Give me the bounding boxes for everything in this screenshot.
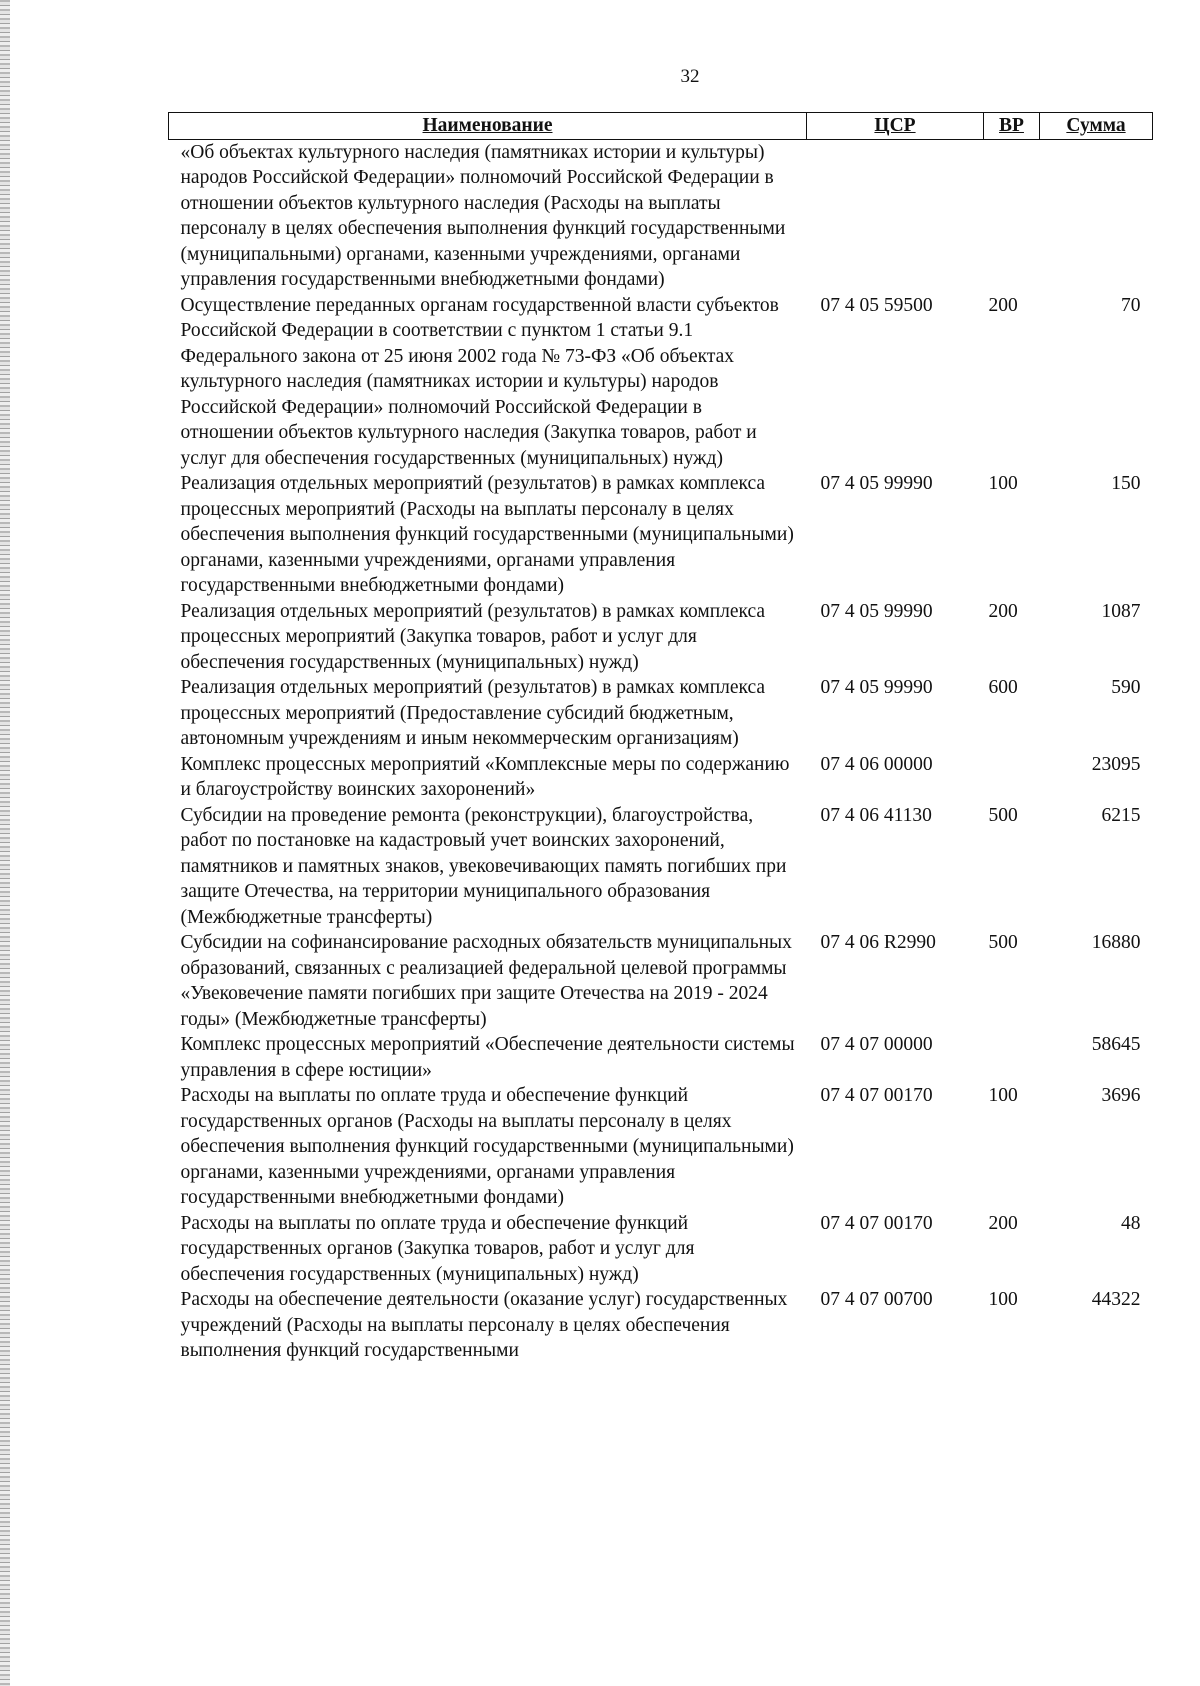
table-row	[169, 1287, 1153, 1364]
row-csr: 07 4 05 59500	[820, 294, 933, 316]
row-name: Комплекс процессных мероприятий «Обеспечение деятельности системы управления в сфере юстиции»	[180, 1034, 795, 1081]
table-row	[169, 752, 1153, 803]
page-number: 32	[680, 66, 700, 87]
row-vr: 600	[988, 677, 1018, 698]
row-vr: 100	[988, 473, 1018, 494]
row-vr: 100	[988, 1289, 1018, 1310]
row-vr	[984, 752, 1040, 803]
row-csr: 07 4 05 99990	[820, 600, 933, 622]
table-row	[169, 599, 1153, 676]
row-sum: 16880	[1091, 932, 1141, 953]
row-vr: 200	[988, 600, 1018, 622]
row-name: Субсидии на проведение ремонта (реконструкции), благоустройства, работ по постановке на кадастровый учет воинских захоронений, памятников и памятных знаков, увековечивающих память погибших при защите Отечества, на территории муниципального образования (Межбюджетные трансферты)	[180, 804, 787, 928]
table-row	[169, 675, 1153, 752]
table-row	[169, 293, 1153, 472]
table-row	[169, 803, 1153, 931]
header-vr: ВР	[984, 113, 1040, 140]
row-vr	[984, 1032, 1040, 1083]
row-name: Расходы на обеспечение деятельности (оказание услуг) государственных учреждений (Расходы на выплаты персоналу в целях обеспечения выполнения функций государственными	[180, 1289, 788, 1361]
row-name: Реализация отдельных мероприятий (результатов) в рамках комплекса процессных мероприятий (Предоставление субсидий бюджетным, автономным учреждениям и иным некоммерческим организациям)	[180, 677, 766, 749]
row-name: Субсидии на софинансирование расходных обязательств муниципальных образований, связанных с реализацией федеральной целевой программы «Увековечение памяти погибших при защите Отечества на 2019 - 2024 годы» (Межбюджетные трансферты)	[180, 932, 792, 1030]
row-sum	[1040, 139, 1153, 293]
row-sum: 3696	[1101, 1085, 1141, 1106]
row-csr: 07 4 07 00000	[820, 1034, 933, 1055]
row-csr: 07 4 06 41130	[820, 804, 932, 826]
row-vr: 500	[988, 932, 1018, 953]
row-vr: 100	[988, 1085, 1018, 1106]
row-name: Осуществление переданных органам государственной власти субъектов Российской Федерации в соответствии с пунктом 1 статьи 9.1 Федерального закона от 25 июня 2002 года № 73-ФЗ «Об объектах культурного наследия (памятниках истории и культуры) народов Российской Федерации» полномочий Российской Федерации в отношении объектов культурного наследия (Закупка товаров, работ и услуг для обеспечения государственных (муниципальных) нужд)	[180, 294, 779, 469]
row-sum: 6215	[1101, 804, 1141, 826]
header-name: Наименование	[169, 113, 807, 140]
table-row	[169, 1211, 1153, 1288]
row-vr: 200	[988, 1212, 1018, 1234]
row-vr	[984, 139, 1040, 293]
row-name: «Об объектах культурного наследия (памятниках истории и культуры) народов Российской Федерации» полномочий Российской Федерации в отношении объектов культурного наследия (Расходы на выплаты персоналу в целях обеспечения выполнения функций государственными (муниципальными) органами, казенными учреждениями, органами управления государственными внебюджетными фондами)	[180, 141, 786, 290]
row-vr: 500	[988, 804, 1018, 826]
table-header-row	[169, 113, 1153, 140]
row-name: Расходы на выплаты по оплате труда и обеспечение функций государственных органов (Закупка товаров, работ и услуг для обеспечения государственных (муниципальных) нужд)	[180, 1212, 695, 1285]
header-sum: Сумма	[1040, 113, 1153, 140]
row-name: Комплекс процессных мероприятий «Комплексные меры по содержанию и благоустройству воинских захоронений»	[180, 753, 790, 800]
row-sum: 58645	[1091, 1034, 1141, 1055]
row-csr	[807, 139, 984, 293]
table-row	[169, 1032, 1153, 1083]
row-sum: 1087	[1101, 600, 1141, 622]
row-csr: 07 4 07 00170	[820, 1085, 933, 1106]
row-sum: 150	[1111, 473, 1141, 494]
table-row	[169, 930, 1153, 1032]
table-row	[169, 1083, 1153, 1211]
row-name: Реализация отдельных мероприятий (результатов) в рамках комплекса процессных мероприятий (Расходы на выплаты персоналу в целях обеспечения выполнения функций государственными (муниципальными) органами, казенными учреждениями, органами управления государственными внебюджетными фондами)	[180, 473, 794, 596]
row-csr: 07 4 07 00170	[820, 1212, 933, 1234]
row-csr: 07 4 07 00700	[820, 1289, 933, 1310]
scan-edge	[0, 0, 10, 1686]
row-name: Расходы на выплаты по оплате труда и обеспечение функций государственных органов (Расходы на выплаты персоналу в целях обеспечения выполнения функций государственными (муниципальными) органами, казенными учреждениями, органами управления государственными внебюджетными фондами)	[180, 1085, 794, 1208]
row-csr: 07 4 05 99990	[820, 677, 933, 698]
row-csr: 07 4 06 R2990	[820, 932, 936, 953]
row-sum: 44322	[1091, 1289, 1141, 1310]
header-csr: ЦСР	[807, 113, 984, 140]
row-csr: 07 4 06 00000	[820, 753, 933, 775]
row-name: Реализация отдельных мероприятий (результатов) в рамках комплекса процессных мероприятий (Закупка товаров, работ и услуг для обеспечения государственных (муниципальных) нужд)	[180, 600, 766, 673]
row-sum: 590	[1111, 677, 1141, 698]
row-csr: 07 4 05 99990	[820, 473, 933, 494]
row-sum: 23095	[1091, 753, 1141, 775]
row-vr: 200	[988, 294, 1018, 316]
table-row	[169, 139, 1153, 293]
budget-table	[168, 112, 1153, 1364]
row-sum: 70	[1121, 294, 1141, 316]
row-sum: 48	[1121, 1212, 1141, 1234]
table-row	[169, 471, 1153, 599]
